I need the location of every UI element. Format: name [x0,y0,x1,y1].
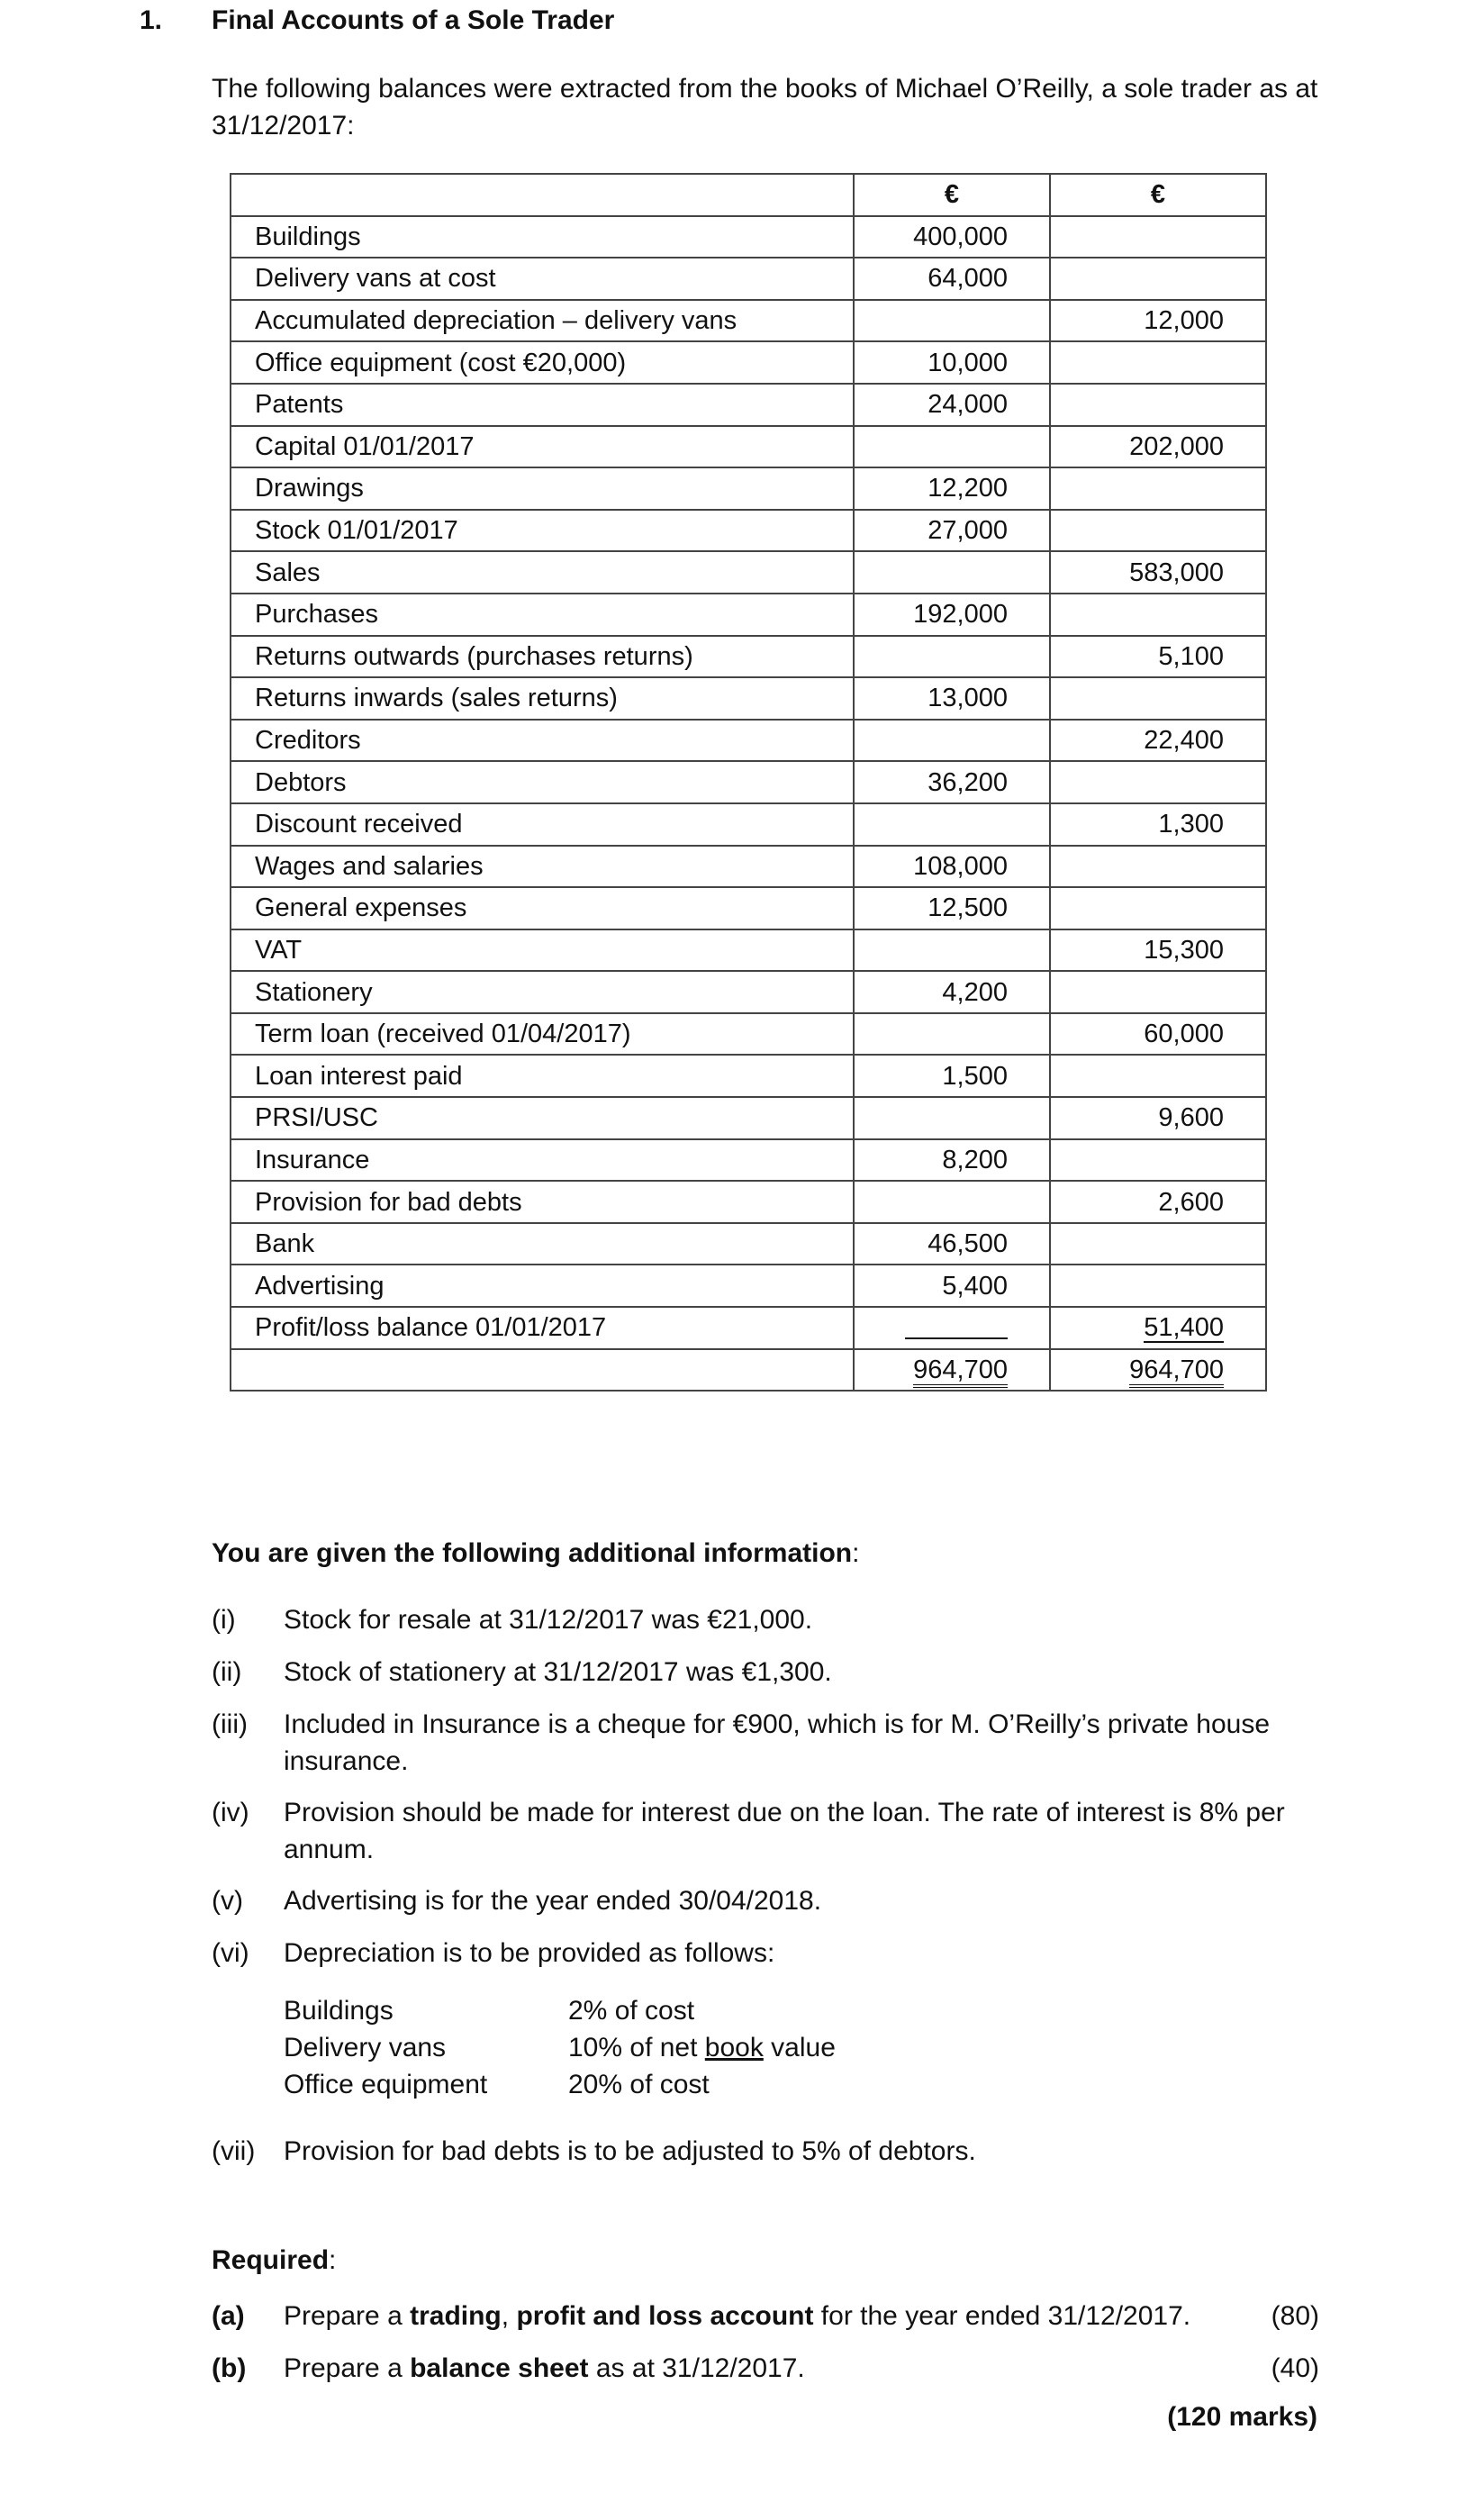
item-text: Stock of stationery at 31/12/2017 was €1,300. [284,1657,832,1687]
credit-amount: 22,400 [1050,720,1266,762]
table-row [231,384,1266,426]
table-row [231,551,1266,594]
question-number: 1. [140,5,163,35]
item-label: (ii) [212,1657,242,1687]
credit-amount: 60,000 [1050,1013,1266,1056]
credit-amount [1050,1055,1266,1097]
question-title: Final Accounts of a Sole Trader [212,5,615,35]
table-row [231,1307,1266,1349]
account-name: Accumulated depreciation – delivery vans [231,300,854,342]
credit-amount: 5,100 [1050,636,1266,678]
item-label: (i) [212,1605,236,1635]
account-name: PRSI/USC [231,1097,854,1139]
table-row [231,761,1266,803]
account-name: Drawings [231,467,854,510]
credit-amount [1050,1265,1266,1307]
table-row [231,846,1266,888]
table-row [231,887,1266,929]
debit-amount: 400,000 [854,216,1050,258]
total-debit: 964,700 [854,1349,1050,1392]
debit-amount: 12,500 [854,887,1050,929]
account-name: Debtors [231,761,854,803]
table-row [231,1223,1266,1265]
account-name: Creditors [231,720,854,762]
item-text: Depreciation is to be provided as follows: [284,1938,775,1968]
item-text: Provision for bad debts is to be adjusted to 5% of debtors. [284,2136,976,2166]
asset-name: Delivery vans [284,2033,447,2062]
table-row [231,1055,1266,1097]
credit-amount [1050,594,1266,636]
credit-amount: 202,000 [1050,426,1266,468]
account-name: Stationery [231,971,854,1013]
required-marks: (80) [1271,2301,1319,2331]
account-name: Office equipment (cost €20,000) [231,341,854,384]
total-credit: 964,700 [1050,1349,1266,1392]
account-name: Profit/loss balance 01/01/2017 [231,1307,854,1349]
table-row [231,426,1266,468]
credit-amount [1050,258,1266,300]
credit-amount: 15,300 [1050,929,1266,972]
account-name: Patents [231,384,854,426]
credit-amount [1050,467,1266,510]
table-row [231,1013,1266,1056]
item-label: (iii) [212,1709,248,1739]
item-text: Included in Insurance is a cheque for €900, which is for M. O’Reilly’s private house insurance. [284,1709,1271,1776]
asset-rate: 2% of cost [568,1996,695,2026]
table-row [231,971,1266,1013]
required-label: (b) [212,2353,247,2383]
header-blank-cell [231,174,854,216]
account-name: Returns outwards (purchases returns) [231,636,854,678]
total-marks: (120 marks) [1167,2402,1317,2432]
account-name: Returns inwards (sales returns) [231,677,854,720]
credit-amount [1050,846,1266,888]
table-row [231,594,1266,636]
debit-amount: 36,200 [854,761,1050,803]
table-row [231,1265,1266,1307]
currency-credit-header: € [1050,174,1266,216]
table-row [231,300,1266,342]
additional-info-heading: You are given the following additional information: [212,1538,860,1568]
question-intro: The following balances were extracted from the books of Michael O’Reilly, a sole trader as at 31/12/2017: [212,74,1318,141]
credit-amount [1050,1223,1266,1265]
asset-name: Buildings [284,1996,394,2026]
debit-amount [854,1181,1050,1223]
credit-amount [1050,341,1266,384]
credit-amount [1050,384,1266,426]
item-text: Stock for resale at 31/12/2017 was €21,000. [284,1605,813,1635]
table-row [231,1139,1266,1182]
debit-amount: 10,000 [854,341,1050,384]
credit-amount [1050,887,1266,929]
table-row [231,467,1266,510]
debit-amount: 12,200 [854,467,1050,510]
item-text: Advertising is for the year ended 30/04/2018. [284,1886,822,1916]
table-row [231,510,1266,552]
currency-debit-header: € [854,174,1050,216]
item-label: (v) [212,1886,243,1916]
debit-amount: 24,000 [854,384,1050,426]
account-name: Capital 01/01/2017 [231,426,854,468]
table-row [231,929,1266,972]
account-name: Provision for bad debts [231,1181,854,1223]
required-label: (a) [212,2301,245,2331]
account-name: Loan interest paid [231,1055,854,1097]
account-name: Advertising [231,1265,854,1307]
debit-amount: 8,200 [854,1139,1050,1182]
debit-amount: 13,000 [854,677,1050,720]
debit-amount: 192,000 [854,594,1050,636]
credit-amount [1050,1139,1266,1182]
table-row [231,1181,1266,1223]
credit-amount: 2,600 [1050,1181,1266,1223]
debit-amount [854,929,1050,972]
account-name: Bank [231,1223,854,1265]
account-name: Sales [231,551,854,594]
account-name: General expenses [231,887,854,929]
asset-name: Office equipment [284,2070,488,2099]
debit-amount: 46,500 [854,1223,1050,1265]
debit-amount: 64,000 [854,258,1050,300]
trial-balance-table [230,173,1267,1392]
debit-amount: 5,400 [854,1265,1050,1307]
table-row [231,636,1266,678]
item-label: (iv) [212,1798,249,1827]
debit-amount [854,1013,1050,1056]
table-header-row [231,174,1266,216]
item-label: (vi) [212,1938,249,1968]
item-text: Provision should be made for interest due on the loan. The rate of interest is 8% per annum. [284,1798,1285,1864]
debit-amount [854,1097,1050,1139]
account-name: Stock 01/01/2017 [231,510,854,552]
table-row [231,1097,1266,1139]
debit-amount: 108,000 [854,846,1050,888]
table-row [231,677,1266,720]
required-heading: Required: [212,2245,337,2275]
asset-rate: 20% of cost [568,2070,710,2099]
account-name: Delivery vans at cost [231,258,854,300]
table-row [231,803,1266,846]
credit-amount: 51,400 [1050,1307,1266,1349]
credit-amount: 12,000 [1050,300,1266,342]
credit-amount [1050,677,1266,720]
debit-amount: 1,500 [854,1055,1050,1097]
debit-amount [854,720,1050,762]
account-name: Buildings [231,216,854,258]
debit-amount: 4,200 [854,971,1050,1013]
totals-blank-cell [231,1349,854,1392]
credit-amount: 1,300 [1050,803,1266,846]
table-row [231,216,1266,258]
table-row [231,341,1266,384]
account-name: Insurance [231,1139,854,1182]
table-row [231,258,1266,300]
credit-amount: 583,000 [1050,551,1266,594]
credit-amount [1050,510,1266,552]
debit-amount [854,551,1050,594]
debit-amount [854,426,1050,468]
item-label: (vii) [212,2136,256,2166]
totals-row [231,1349,1266,1392]
account-name: Discount received [231,803,854,846]
account-name: Term loan (received 01/04/2017) [231,1013,854,1056]
credit-amount: 9,600 [1050,1097,1266,1139]
credit-amount [1050,216,1266,258]
debit-amount [854,803,1050,846]
required-marks: (40) [1271,2353,1319,2383]
credit-amount [1050,971,1266,1013]
required-text: Prepare a trading, profit and loss account for the year ended 31/12/2017. [284,2301,1191,2331]
debit-amount: 27,000 [854,510,1050,552]
account-name: Wages and salaries [231,846,854,888]
asset-rate: 10% of net book value [568,2033,836,2062]
debit-amount [854,636,1050,678]
debit-amount [854,300,1050,342]
table-row [231,720,1266,762]
credit-amount [1050,761,1266,803]
account-name: VAT [231,929,854,972]
required-text: Prepare a balance sheet as at 31/12/2017. [284,2353,805,2383]
subtotal-rule [905,1319,1008,1339]
debit-amount [854,1307,1050,1349]
account-name: Purchases [231,594,854,636]
